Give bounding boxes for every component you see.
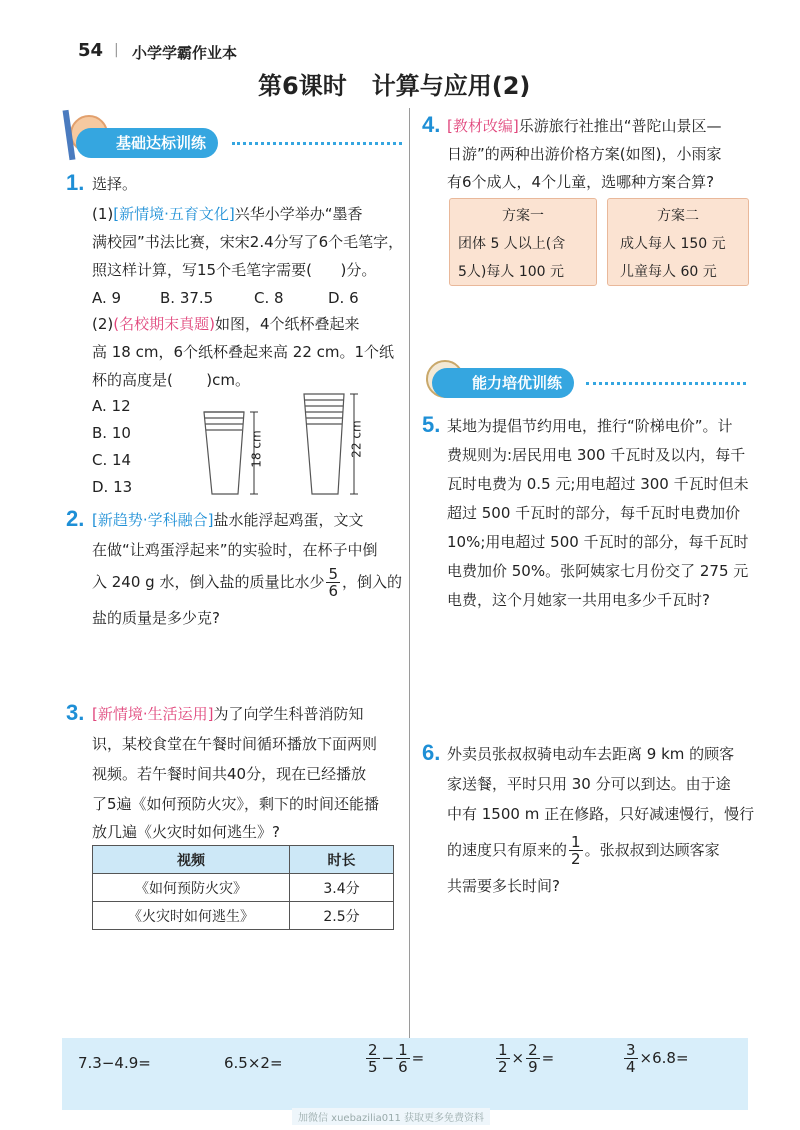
table-cell: 3.4分 xyxy=(290,874,394,902)
q6-line4 xyxy=(447,834,720,867)
q3-number: 3. xyxy=(66,700,85,725)
plan2-line2: 儿童每人 60 元 xyxy=(620,264,717,280)
table-cell: 2.5分 xyxy=(290,902,394,930)
page-number: 54 xyxy=(78,40,104,61)
section-advanced-label: 能力培优训练 xyxy=(432,368,574,398)
q2-line3b: ，倒入的 xyxy=(342,573,403,591)
q4-line3: 有6个成人，4个儿童，选哪种方案合算? xyxy=(447,173,715,191)
q1-2-option-b[interactable]: B. 10 xyxy=(92,424,131,442)
q3-line1-text: 为了向学生科普消防知 xyxy=(213,705,364,723)
plan1-card xyxy=(449,198,597,286)
calc-5-a-den: 4 xyxy=(626,1058,636,1076)
q1-2-text xyxy=(92,310,360,338)
q1-1-tag: [新情境·五育文化] xyxy=(113,205,235,223)
calc-5 xyxy=(622,1042,689,1075)
q4-number: 4. xyxy=(422,112,441,137)
q4-tag: [教材改编] xyxy=(447,117,519,135)
q5-line3: 瓦时电费为 0.5 元;用电超过 300 千瓦时但未 xyxy=(447,475,749,493)
q6-line2: 家送餐，平时只用 30 分可以到达。由于途 xyxy=(447,775,731,793)
q2-line2: 在做“让鸡蛋浮起来”的实验时，在杯子中倒 xyxy=(92,541,378,559)
q6-line3: 中有 1500 m 正在修路，只好减速慢行，慢行 xyxy=(447,805,755,823)
q1-1-prefix: (1) xyxy=(92,205,114,223)
q5-line4: 超过 500 千瓦时的部分，每千瓦时电费加价 xyxy=(447,504,741,522)
q1-1-line2: 满校园”书法比赛，宋宋2.4分写了6个毛笔字， xyxy=(92,233,404,251)
section-dots xyxy=(232,142,402,145)
plan1-line1: 团体 5 人以上(含 xyxy=(458,236,566,252)
q3-line2: 识，某校食堂在午餐时间循环播放下面两则 xyxy=(92,735,378,753)
calc-5-tail: ×6.8= xyxy=(639,1049,689,1067)
q1-2-option-d[interactable]: D. 13 xyxy=(92,478,133,496)
calc-3-a-den: 5 xyxy=(368,1058,378,1076)
calc-5-a-num: 3 xyxy=(626,1041,636,1059)
plan2-title: 方案二 xyxy=(657,208,699,224)
q5-line1: 某地为提倡节约用电，推行“阶梯电价”。计 xyxy=(447,417,733,435)
video-table xyxy=(92,845,394,930)
q5-number: 5. xyxy=(422,412,441,437)
q6-fraction xyxy=(569,834,583,867)
q1-2-line1: 如图，4个纸杯叠起来 xyxy=(214,315,360,333)
calc-4-a-den: 2 xyxy=(498,1058,508,1076)
calc-3 xyxy=(364,1042,424,1075)
header-separator: | xyxy=(114,42,119,58)
calc-3-eq: = xyxy=(411,1049,425,1067)
table-header-row xyxy=(93,846,394,874)
q1-title: 选择。 xyxy=(92,175,138,193)
q2-frac-den: 6 xyxy=(328,582,339,600)
q3-line4: 了5遍《如何预防火灾》，剩下的时间还能播 xyxy=(92,795,380,813)
q1-1-text xyxy=(92,200,363,228)
q5-line5: 10%;用电超过 500 千瓦时的部分，每千瓦时 xyxy=(447,533,749,551)
q2-fraction xyxy=(326,566,340,599)
q4-line1 xyxy=(447,112,722,140)
q1-1-line1: 兴华小学举办“墨香 xyxy=(234,205,363,223)
q2-line1 xyxy=(92,506,364,534)
table-cell: 《如何预防火灾》 xyxy=(93,874,290,902)
q2-tag: [新趋势·学科融合] xyxy=(92,511,214,529)
q1-2-line3: 杯的高度是( )cm。 xyxy=(92,371,250,389)
calc-3-b-den: 6 xyxy=(398,1058,408,1076)
q1-number: 1. xyxy=(66,170,85,195)
q6-frac-num: 1 xyxy=(571,833,581,851)
q2-number: 2. xyxy=(66,506,85,531)
q4-line1-text: 乐游旅行社推出“普陀山景区— xyxy=(518,117,722,135)
q2-frac-num: 5 xyxy=(328,565,339,583)
q2-line4: 盐的质量是多少克? xyxy=(92,609,220,627)
calc-4-op: × xyxy=(511,1049,525,1067)
book-title: 小学学霸作业本 xyxy=(132,44,238,62)
q1-2-option-a[interactable]: A. 12 xyxy=(92,397,131,415)
q3-line3: 视频。若午餐时间共40分，现在已经播放 xyxy=(92,765,367,783)
q6-line4a: 的速度只有原来的 xyxy=(447,841,568,859)
q1-2-option-c[interactable]: C. 14 xyxy=(92,451,132,469)
calc-4 xyxy=(494,1042,554,1075)
table-row xyxy=(93,874,394,902)
calc-1: 7.3−4.9= xyxy=(78,1054,151,1072)
plan1-title: 方案一 xyxy=(502,208,544,224)
q5-line6: 电费加价 50%。张阿姨家七月份交了 275 元 xyxy=(447,562,749,580)
q5-line7: 电费，这个月她家一共用电多少千瓦时? xyxy=(447,591,710,609)
watermark-text: 加微信 xuebazilia011 获取更多免费资料 xyxy=(292,1108,490,1125)
q1-1-option-c[interactable]: C. 8 xyxy=(254,289,284,307)
plan2-card xyxy=(607,198,749,286)
q3-line5: 放几遍《火灾时如何逃生》? xyxy=(92,823,280,841)
q1-2-prefix: (2) xyxy=(92,315,114,333)
q1-1-option-a[interactable]: A. 9 xyxy=(92,289,122,307)
calc-2: 6.5×2= xyxy=(224,1054,283,1072)
table-row xyxy=(93,902,394,930)
q4-line2: 日游”的两种出游价格方案(如图)，小雨家 xyxy=(447,145,722,163)
q5-line2: 费规则为:居民用电 300 千瓦时及以内，每千 xyxy=(447,446,746,464)
q6-line5: 共需要多长时间? xyxy=(447,877,560,895)
q3-tag: [新情境·生活运用] xyxy=(92,705,214,723)
q1-2-tag: (名校期末真题) xyxy=(113,315,215,333)
calc-4-eq: = xyxy=(541,1049,555,1067)
calc-3-op: − xyxy=(381,1049,395,1067)
q6-number: 6. xyxy=(422,740,441,765)
table-cell: 《火灾时如何逃生》 xyxy=(93,902,290,930)
calc-4-a-num: 1 xyxy=(498,1041,508,1059)
q3-line1 xyxy=(92,700,364,728)
q1-1-option-d[interactable]: D. 6 xyxy=(328,289,359,307)
q6-line1: 外卖员张叔叔骑电动车去距离 9 km 的顾客 xyxy=(447,745,735,763)
cups-label-left: 18 cm xyxy=(249,430,264,468)
calc-4-b-den: 9 xyxy=(528,1058,538,1076)
plan2-line1: 成人每人 150 元 xyxy=(620,236,726,252)
lesson-title: 第6课时 计算与应用(2) xyxy=(258,72,531,100)
q1-2-line2: 高 18 cm，6个纸杯叠起来高 22 cm。1个纸 xyxy=(92,343,395,361)
calc-4-b-num: 2 xyxy=(528,1041,538,1059)
table-header: 视频 xyxy=(93,846,290,874)
table-header: 时长 xyxy=(290,846,394,874)
q1-1-line3: 照这样计算，写15个毛笔字需要( )分。 xyxy=(92,261,377,279)
calc-3-b-num: 1 xyxy=(398,1041,408,1059)
section-basic-label: 基础达标训练 xyxy=(76,128,218,158)
q6-line4b: 。张叔叔到达顾客家 xyxy=(584,841,720,859)
q2-line3 xyxy=(92,566,402,599)
cups-label-right: 22 cm xyxy=(349,420,364,458)
q6-frac-den: 2 xyxy=(571,850,581,868)
q2-line3a: 入 240 g 水，倒入盐的质量比水少 xyxy=(92,573,325,591)
q1-1-option-b[interactable]: B. 37.5 xyxy=(160,289,214,307)
calc-3-a-num: 2 xyxy=(368,1041,378,1059)
q2-line1-text: 盐水能浮起鸡蛋，文文 xyxy=(213,511,364,529)
section-dots xyxy=(586,382,746,385)
column-divider xyxy=(409,108,410,1038)
plan1-line2: 5人)每人 100 元 xyxy=(458,264,564,280)
